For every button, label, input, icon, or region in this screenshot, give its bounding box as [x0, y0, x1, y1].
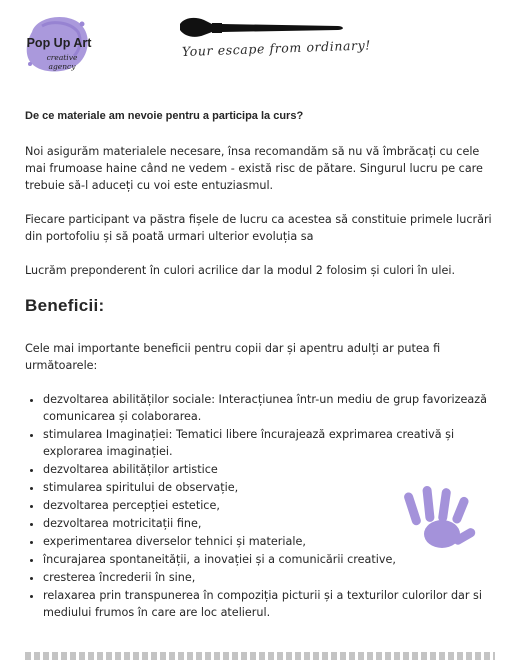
- benefits-intro: Cele mai importante beneficii pentru copii dar și apentru adulți ar putea fi următoarele:: [25, 342, 441, 372]
- list-item: • cresterea încrederii în sine,: [43, 569, 500, 586]
- list-item: • stimularea Imaginației: Tematici libere încurajează exprimarea creativă și explorarea imaginației.: [43, 426, 500, 460]
- list-item: • experimentarea diverselor tehnici și materiale,: [43, 533, 500, 550]
- paragraph-techniques: Lucrăm preponderent în culori acrilice dar la modul 2 folosim și culori în ulei.: [25, 264, 456, 277]
- logo: [22, 14, 92, 76]
- logo-subtitle: creative agency: [46, 53, 78, 71]
- list-item: • dezvoltarea abilităților artistice: [43, 461, 500, 478]
- list-item: • stimularea spiritului de observație,: [43, 479, 500, 496]
- list-item: • relaxarea prin transpunerea în compoziția picturii și a texturilor culorilor dar si mediului frumos în care are loc atelierul.: [43, 587, 500, 621]
- handprint-icon: [400, 484, 484, 556]
- cut-off-text-line: [25, 652, 495, 660]
- list-item: • dezvoltarea motricitații fine,: [43, 515, 500, 532]
- tagline: Your escape from ordinary!: [181, 37, 372, 59]
- paragraph-materials: Noi asigurăm materialele necesare, însa recomandăm să nu vă îmbrăcați cu cele mai frumoase haine când ne vedem - există risc de pătare. Singurul lucru pe care trebuie să-l aduceți cu voi este entuziasmul.: [25, 145, 483, 192]
- list-item: • dezvoltarea abilităților sociale: Interacțiunea într-un mediu de grup favorizează comunicarea și colaborarea.: [43, 391, 500, 425]
- list-item: • dezvoltarea percepției estetice,: [43, 497, 500, 514]
- list-item: • încurajarea spontaneității, a inovației și a comunicării creative,: [43, 551, 500, 568]
- section-title-benefits: Beneficii:: [25, 296, 105, 315]
- faq-question: De ce materiale am nevoie pentru a participa la curs?: [25, 110, 304, 122]
- paragraph-portfolio: Fiecare participant va păstra fișele de lucru ca acestea să constituie primele lucrări din portofoliu și să poată urmari ulterior evoluția sa: [25, 213, 492, 243]
- logo-title: Pop Up Art: [26, 36, 92, 50]
